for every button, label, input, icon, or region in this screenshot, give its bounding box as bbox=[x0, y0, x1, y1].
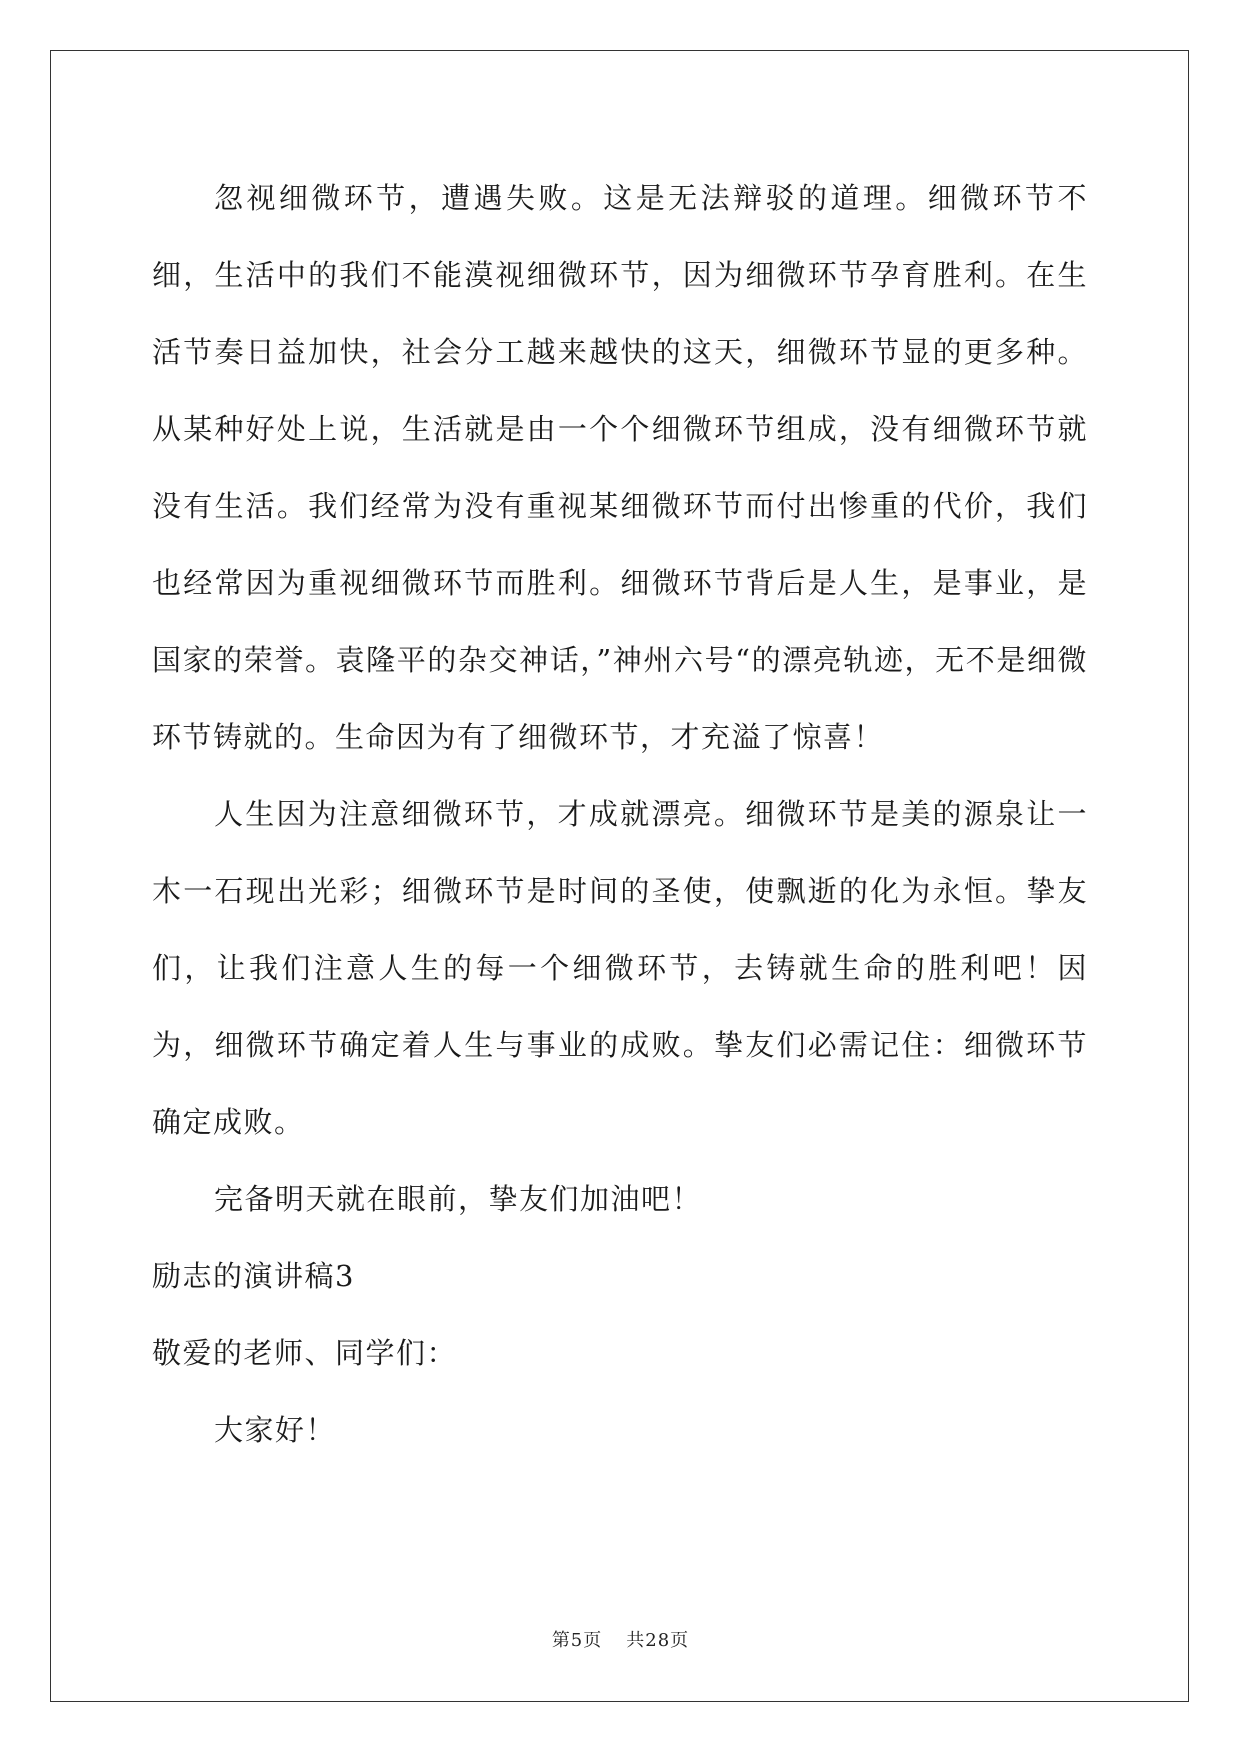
paragraph-details-failure: 忽视细微环节，遭遇失败。这是无法辩驳的道理。细微环节不细，生活中的我们不能漠视细微环节，因为细微环节孕育胜利。在生活节奏日益加快，社会分工越来越快的这天，细微环节显的更多种。从某种好处上说，生活就是由一个个细微环节组成，没有细微环节就没有生活。我们经常为没有重视某细微环节而付出惨重的代价，我们也经常因为重视细微环节而胜利。细微环节背后是人生，是事业，是国家的荣誉。袁隆平的杂交神话，”神州六号“的漂亮轨迹，无不是细微环节铸就的。生命因为有了细微环节，才充溢了惊喜！ bbox=[152, 181, 1088, 754]
page-number: 第5页 bbox=[551, 1630, 603, 1651]
salutation: 敬爱的老师、同学们： bbox=[152, 1336, 458, 1370]
paragraph-closing: 完备明天就在眼前，挚友们加油吧！ bbox=[214, 1182, 703, 1216]
paragraph-details-success: 人生因为注意细微环节，才成就漂亮。细微环节是美的源泉让一木一石现出光彩；细微环节是时间的圣使，使飘逝的化为永恒。挚友们，让我们注意人生的每一个细微环节，去铸就生命的胜利吧！因为，细微环节确定着人生与事业的成败。挚友们必需记住：细微环节确定成败。 bbox=[152, 797, 1088, 1139]
page-footer bbox=[0, 1626, 1241, 1652]
page-total: 共28页 bbox=[626, 1630, 690, 1651]
greeting: 大家好！ bbox=[214, 1413, 337, 1447]
document-body bbox=[152, 160, 1088, 1469]
section-heading: 励志的演讲稿3 bbox=[152, 1259, 355, 1293]
